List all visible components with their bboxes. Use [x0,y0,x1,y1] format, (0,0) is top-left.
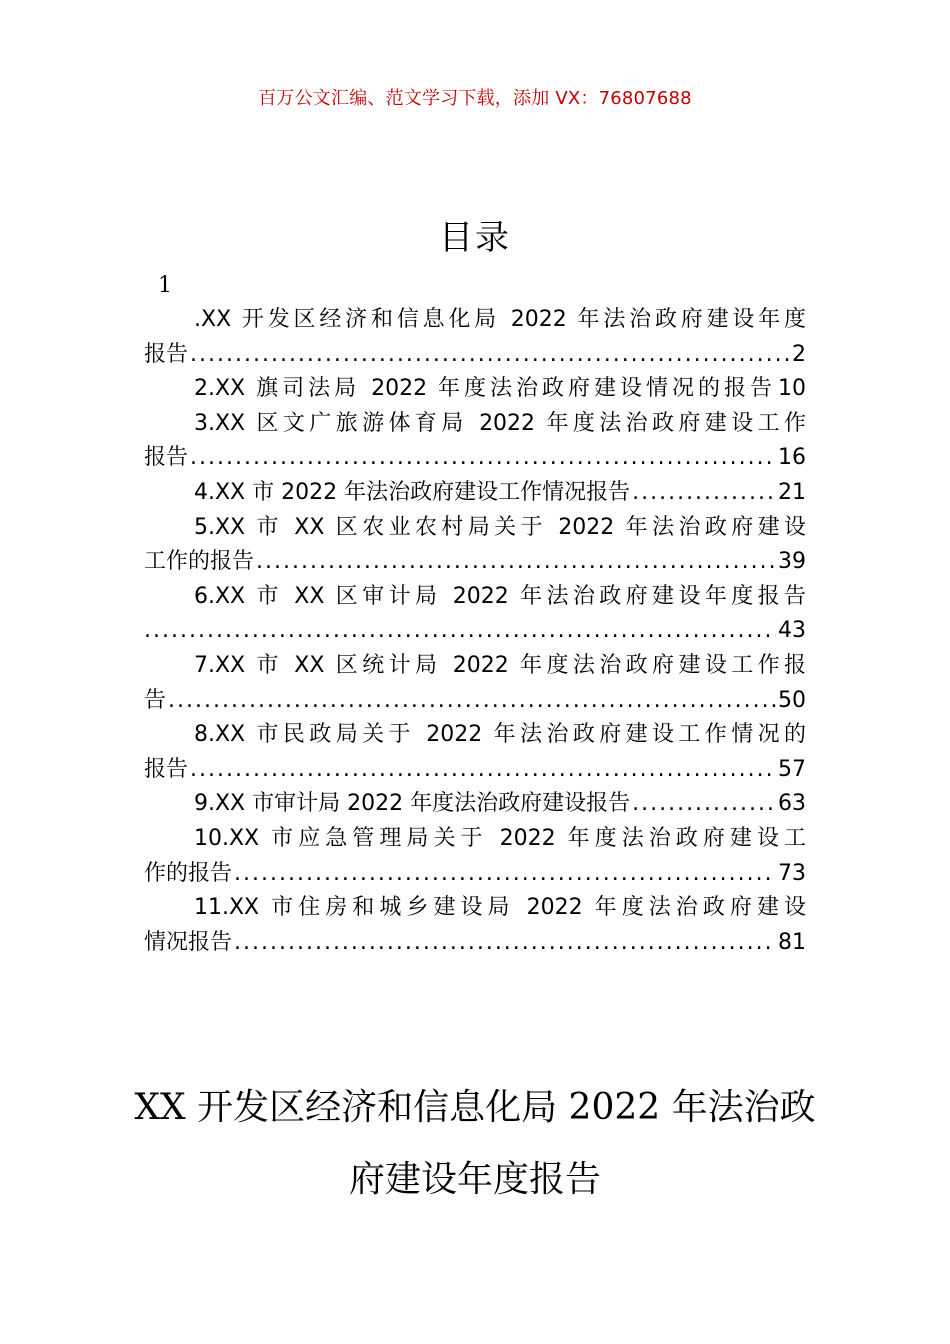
toc-entry-3-line1[interactable]: 3.XX 区文广旅游体育局 2022 年度法治政府建设工作 [194,410,806,436]
toc-entry-text: 工作的报告 [144,549,255,575]
page-number-marker: 1 [158,273,172,298]
toc-page-number: 39 [778,549,806,575]
toc-entry-8-line2[interactable] [144,753,806,788]
toc-entry-5-line2[interactable] [144,545,806,580]
toc-title: 目录 [439,218,511,258]
toc-leader-dots [144,614,776,649]
header-note: 百万公文汇编、范文学习下载，添加 VX：76807688 [258,88,692,109]
toc-entry-text: 情况报告 [144,929,233,955]
toc-entry-text: 报告 [144,341,189,367]
toc-page-number: 63 [778,791,806,817]
toc-entry-11-line1[interactable]: 11.XX 市住房和城乡建设局 2022 年度法治政府建设 [194,895,806,921]
toc-entry-10-line2[interactable] [144,857,806,892]
document-title-line2: 府建设年度报告 [348,1159,601,1200]
toc-entry-text: 报告 [144,756,189,782]
toc-entry-1-line1[interactable]: .XX 开发区经济和信息化局 2022 年法治政府建设年度 [194,307,806,332]
toc-entry-4[interactable] [144,476,806,511]
toc-entry-10-line1[interactable]: 10.XX 市应急管理局关于 2022 年度法治政府建设工 [194,825,806,851]
toc-entry-text: 报告 [144,445,189,471]
toc-entry-6-line2[interactable] [144,614,806,649]
toc-leader-dots [632,787,776,822]
toc-page-number: 43 [778,618,806,644]
toc-entry-2[interactable] [144,372,806,407]
toc-leader-dots [234,926,776,961]
toc-leader-dots [190,441,776,476]
toc-page-number: 2 [792,341,806,367]
toc-entry-6-line1[interactable]: 6.XX 市 XX 区审计局 2022 年法治政府建设年度报告 [194,583,806,609]
toc-entry-11-line2[interactable] [144,926,806,961]
toc-page-number: 81 [778,929,806,955]
toc-page-number: 10 [778,376,806,402]
document-title [0,1072,950,1216]
toc-entry-text: 9.XX 市审计局 2022 年度法治政府建设报告 [194,791,631,817]
toc-leader-dots [190,753,776,788]
toc-page-number: 16 [778,445,806,471]
table-of-contents [144,303,806,960]
toc-leader-dots [632,476,776,511]
toc-page-number: 50 [778,687,806,713]
toc-entry-8-line1[interactable]: 8.XX 市民政局关于 2022 年法治政府建设工作情况的 [194,722,806,748]
toc-leader-dots [190,338,790,373]
toc-entry-text: 4.XX 市 2022 年法治政府建设工作情况报告 [194,479,631,505]
toc-entry-5-line1[interactable]: 5.XX 市 XX 区农业农村局关于 2022 年法治政府建设 [194,514,806,540]
toc-entry-7-line1[interactable]: 7.XX 市 XX 区统计局 2022 年度法治政府建设工作报 [194,652,806,678]
toc-entry-text: 作的报告 [144,860,233,886]
toc-entry-1-line2[interactable] [144,338,806,373]
toc-leader-dots [168,684,776,719]
toc-entry-text: 告 [144,687,167,713]
toc-leader-dots [234,857,776,892]
toc-entry-3-line2[interactable] [144,441,806,476]
toc-entry-7-line2[interactable] [144,684,806,719]
document-title-line1: XX 开发区经济和信息化局 2022 年法治政 [134,1087,816,1128]
toc-page-number: 73 [778,860,806,886]
toc-entry-9[interactable] [144,787,806,822]
toc-leader-dots [256,545,776,580]
toc-page-number: 21 [778,479,806,505]
toc-page-number: 57 [778,756,806,782]
toc-entry-text: 2.XX 旗司法局 2022 年度法治政府建设情况的报告 [194,376,772,402]
